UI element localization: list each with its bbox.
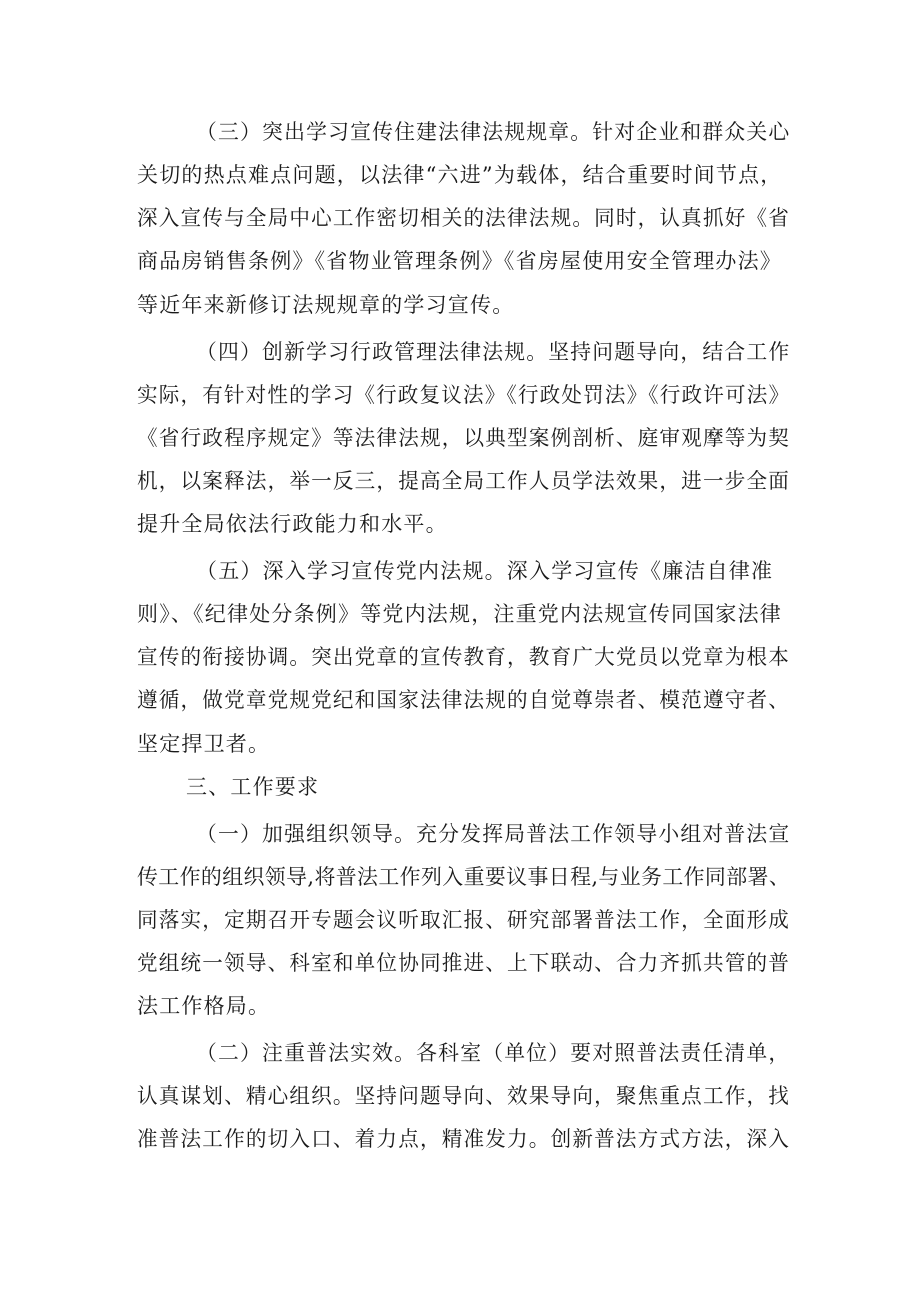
requirement-2-line-3: 准普法工作的切入口、着力点，精准发力。创新普法方式方法，深入 [137,1127,791,1151]
requirement-2-line-2: 认真谋划、精心组织。坚持问题导向、效果导向，聚焦重点工作，找 [137,1084,791,1108]
paragraph-3-line-5: 等近年来新修订法规规章的学习宣传。 [137,293,515,317]
requirement-1-line-3: 同落实，定期召开专题会议听取汇报、研究部署普法工作，全面形成 [137,908,791,932]
paragraph-4-line-3: 《省行政程序规定》等法律法规，以典型案例剖析、庭审观摩等为契 [137,426,791,450]
paragraph-3-line-1: （三）突出学习宣传住建法律法规规章。针对企业和群众关心 [196,120,791,144]
paragraph-3-line-3: 深入宣传与全局中心工作密切相关的法律法规。同时，认真抓好《省 [137,206,791,230]
paragraph-5-line-1: （五）深入学习宣传党内法规。深入学习宣传《廉洁自律准 [196,559,774,583]
requirement-1-line-5: 法工作格局。 [137,994,271,1018]
paragraph-4-line-4: 机，以案释法，举一反三，提高全局工作人员学法效果，进一步全面 [137,469,791,493]
requirement-1-line-4: 党组统一领导、科室和单位协同推进、上下联动、合力齐抓共管的普 [137,951,791,975]
paragraph-4-line-2: 实际，有针对性的学习《行政复议法》《行政处罚法》《行政许可法》 [137,383,791,407]
paragraph-3-line-4: 商品房销售条例》《省物业管理条例》《省房屋使用安全管理办法》 [137,249,782,273]
paragraph-5-line-2: 则》、《纪律处分条例》等党内法规，注重党内法规宣传同国家法律 [137,602,782,626]
requirement-1-line-1: （一）加强组织领导。充分发挥局普法工作领导小组对普法宣 [196,822,791,846]
paragraph-4-line-1: （四）创新学习行政管理法律法规。坚持问题导向，结合工作 [196,340,791,364]
paragraph-4-line-5: 提升全局依法行政能力和水平。 [137,512,448,536]
requirement-2-line-1: （二）注重普法实效。各科室（单位）要对照普法责任清单， [196,1041,791,1065]
section-heading: 三、工作要求 [186,775,320,799]
requirement-1-line-2: 传工作的组织领导,将普法工作列入重要议事日程,与业务工作同部署、 [137,865,791,889]
paragraph-5-line-3: 宣传的衔接协调。突出党章的宣传教育，教育广大党员以党章为根本 [137,645,791,669]
paragraph-5-line-5: 坚定捍卫者。 [137,732,271,756]
paragraph-3-line-2: 关切的热点难点问题，以法律“六进”为载体，结合重要时间节点， [137,163,783,187]
paragraph-5-line-4: 遵循，做党章党规党纪和国家法律法规的自觉尊崇者、模范遵守者、 [137,688,791,712]
